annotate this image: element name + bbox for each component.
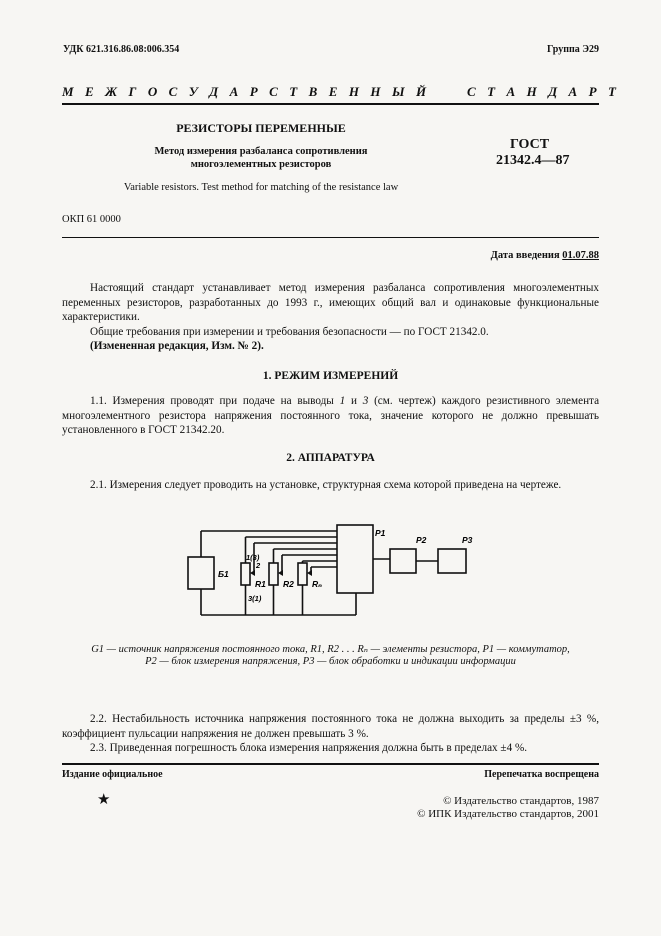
paragraph-2-3: 2.3. Приведенная погрешность блока измерения напряжения должна быть в пределах ±4 %. xyxy=(90,742,528,754)
label-r1: R1 xyxy=(255,579,266,589)
interstate-standard-banner: М Е Ж Г О С У Д А Р С Т В Е Н Н Ы Й С Т А Н Д А Р Т xyxy=(62,84,621,99)
doc-subtitle-line1: Метод измерения разбаланса сопротивления xyxy=(154,146,368,157)
doc-title-english: Variable resistors. Test method for matching of the resistance law xyxy=(123,182,399,193)
label-terminal-2: 2 xyxy=(256,561,261,570)
gost-label: ГОСТ xyxy=(510,137,550,152)
gost-number: 21342.4—87 xyxy=(496,153,570,168)
section1-paragraph xyxy=(62,394,599,438)
paragraph-2-1: 2.1. Измерения следует проводить на установке, структурная схема которой приведена на чертеже. xyxy=(90,479,562,491)
label-p1: P1 xyxy=(375,528,386,538)
label-p2: P2 xyxy=(416,535,427,545)
section1-heading: 1. РЕЖИМ ИЗМЕРЕНИЙ xyxy=(262,370,399,382)
effective-date-value: 01.07.88 xyxy=(562,250,599,261)
voltmeter-p2-box xyxy=(390,549,416,573)
section1-num: 1.1. xyxy=(90,395,107,407)
top-thick-rule xyxy=(62,103,599,105)
label-terminal-31: 3(1) xyxy=(248,594,262,603)
circuit-diagram xyxy=(180,521,510,621)
official-edition: Издание официальное xyxy=(62,769,163,780)
label-rn: Rₙ xyxy=(312,579,323,589)
processor-p3-box xyxy=(438,549,466,573)
section2-heading: 2. АППАРАТУРА xyxy=(286,452,375,464)
diagram-caption-line2: P2 — блок измерения напряжения, P3 — блок обработки и индикации информации xyxy=(145,656,516,667)
resistor-r2 xyxy=(269,563,278,585)
diagram-caption-line1: G1 — источник напряжения постоянного тока, R1, R2 . . . Rₙ — элементы резистора, P1 — коммутатор, xyxy=(91,644,570,655)
section1-text-a: Измерения проводят при подаче на выводы xyxy=(112,395,334,407)
label-r2: R2 xyxy=(283,579,294,589)
copyright-1987: © Издательство стандартов, 1987 xyxy=(443,795,599,807)
terminal-3: 3 xyxy=(362,395,369,407)
label-terminal-13: 1(3) xyxy=(246,553,260,562)
intro-amendment-note: (Измененная редакция, Изм. № 2). xyxy=(90,340,264,352)
source-g1-box xyxy=(188,557,214,589)
resistor-rn xyxy=(298,563,307,585)
resistor-r1 xyxy=(241,563,250,585)
okp-rule xyxy=(62,237,599,238)
star-mark: ★ xyxy=(97,792,111,808)
label-g1: Б1 xyxy=(218,569,229,579)
section1-text-b: (см. чертеж) каждого резистивного элемента многоэлементного резистора напряжения постоянного тока, значение которого не должно превышать установленного в ГОСТ 21342.20. xyxy=(62,395,600,437)
copyright-2001: © ИПК Издательство стандартов, 2001 xyxy=(417,808,599,820)
doc-subtitle-line2: многоэлементных резисторов xyxy=(190,159,332,170)
intro-paragraph-1: Настоящий стандарт устанавливает метод измерения разбаланса сопротивления многоэлементных переменных резисторов, разработанных до 1993 г., имеющих общий вал и одинаковые функциональные характеристики. xyxy=(62,282,599,324)
effective-date-label: Дата введения xyxy=(490,250,560,261)
label-p3: P3 xyxy=(462,535,473,545)
group-code: Группа Э29 xyxy=(547,44,599,55)
terminal-1: 1 xyxy=(339,395,346,407)
effective-date xyxy=(491,250,599,261)
footer-thick-rule xyxy=(62,763,599,765)
intro-paragraph-2: Общие требования при измерении и требования безопасности — по ГОСТ 21342.0. xyxy=(90,326,489,338)
reprint-forbidden: Перепечатка воспрещена xyxy=(484,769,599,780)
commutator-p1-box xyxy=(337,525,373,593)
paragraph-2-2: 2.2. Нестабильность источника напряжения постоянного тока не должна выходить за пределы ±3 %, коэффициент пульсации напряжения не должен превышать 3 %. xyxy=(62,713,599,740)
okp-code: ОКП 61 0000 xyxy=(62,214,121,225)
udk-code: УДК 621.316.86.08:006.354 xyxy=(63,44,180,55)
section1-and: и xyxy=(350,395,357,407)
doc-title: РЕЗИСТОРЫ ПЕРЕМЕННЫЕ xyxy=(176,121,346,135)
